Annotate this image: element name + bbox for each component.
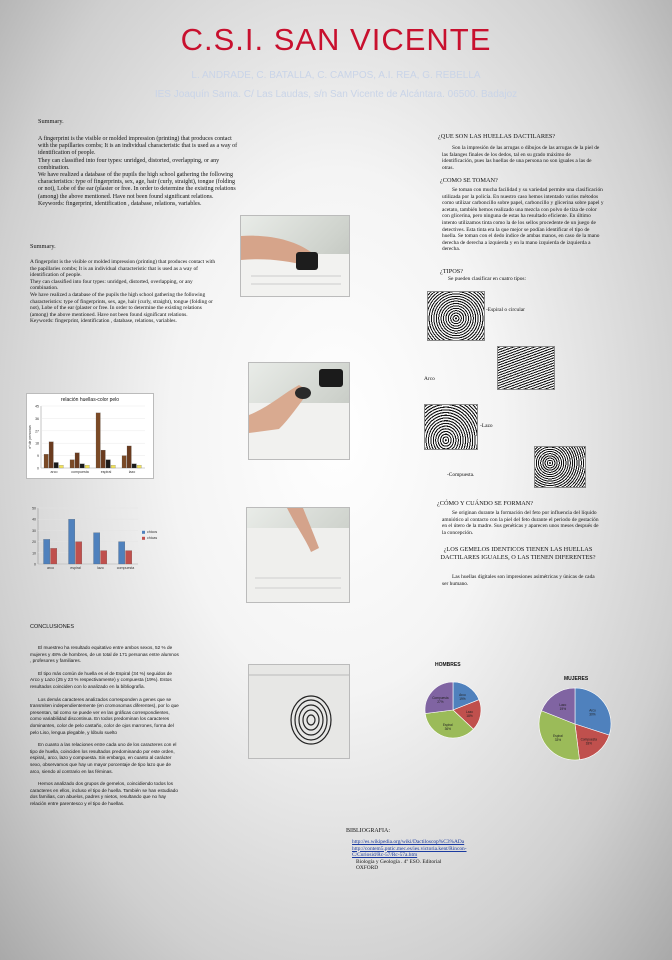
- y-tick-label: 9: [37, 454, 39, 459]
- bar: [85, 465, 89, 468]
- fingerprint-arch-image: [497, 346, 555, 390]
- pie-slice-value: 27%: [437, 699, 444, 704]
- x-tick-label: arco: [47, 566, 54, 570]
- bar: [101, 551, 107, 564]
- answer-formation: Se originan durante la formación del feto por influencia del líquido amniótico al contacto con la piel del feto durante el periodo de gestación en el útero de la madre. Sus genéticas y aparecen unos meses después de la concepción.: [442, 510, 599, 536]
- bar: [59, 465, 63, 468]
- y-axis-label: nº de personas: [28, 425, 32, 449]
- chart-plot: [27, 394, 153, 478]
- hair-color-chart: [26, 393, 154, 479]
- pie-women: [535, 684, 615, 764]
- y-tick-label: 50: [32, 506, 36, 511]
- pie-women-title: MUJERES: [564, 676, 589, 682]
- answer-twins: Las huellas digitales son impresiones asimétricas y únicas de cada ser humano.: [442, 574, 595, 587]
- summary-keywords: Keywords: fingerprint, identification , database, relations, variables.: [30, 318, 177, 325]
- summary-block-2: [30, 259, 218, 325]
- pie-slice-label: Arco: [459, 693, 466, 698]
- y-tick-label: 45: [35, 404, 39, 409]
- conclusion-paragraph: El muestreo ha resultado equitativo entre ambos sexos, 52 % de mujeres y 48% de hombres, de un total de 171 personas entre alumnos , profesores y familiares.: [30, 645, 179, 664]
- bar: [126, 551, 132, 564]
- bar: [49, 442, 53, 468]
- photo-fingerprint-card: [248, 664, 350, 759]
- bibliography-book: Biología y Geología . 4º ESO. Editorial OXFORD: [356, 858, 442, 872]
- y-tick-label: 0: [37, 466, 39, 471]
- summary-paragraph: A fingerprint is the visible or molded impression (printing) that produces contact with the papillaries combs; It is an individual characteristic that is used as a way of identification of people.: [30, 259, 216, 279]
- conclusion-paragraph: El tipo más común de huella es el de Espiral (34 %) seguidos de Arco y Lazo (25 y 23 % respectivamente) y compuesta (19%). Estos resultados coinciden con lo analizado en la bibliografía.: [30, 670, 172, 689]
- conclusion-paragraph: Los demás caracteres analizados corresponden a genes que se transmiten independientemente (en cromosomas diferentes), por lo que presentan, tal como se puede ver en las gráficas correspondientes, como variabilidad discontinua. En todos predominan los caracteres dominantes, color de pelo castaño, color de ojos marrones, forma del pelo Liso, lengua plegable, y lóbulo suelto: [30, 696, 179, 735]
- bar: [54, 462, 58, 468]
- question-what: ¿QUE SON LAS HUELLAS DACTILARES?: [438, 133, 556, 140]
- bar: [70, 460, 74, 468]
- bar: [69, 519, 75, 564]
- legend-swatch: [142, 531, 145, 534]
- bibliography-block: [330, 839, 467, 872]
- pie-slice-value: 18%: [585, 741, 592, 746]
- answer-how-taken: Se toman con mucha facilidad y su variedad permite una clasificación utilizada por la policía. En nuestro caso hemos intentado varios métodos como utilizar carboncillo sobre papel, carboncillo y glicerina sobre papel y acetato, también hemos realizado una mezcla con polvo de tiza de color con glicerina, pero ninguna de estas ha resultado eficiente. En último intento utilizamos tinta como la de los sellos procedente de un juego de detectives. Esta tinta era la que mejor se podían identificar el tipo de huella. Se toman con el dedo índice de ambas manos, en caso de la mano derecha de derecha a izquierda y en la mano izquierda de izquierda a derecha.: [442, 187, 604, 253]
- summary-paragraph: We have realized a database of the pupils the high school gathering the following characteristics: type of fingerprints, sex, age, hair (curly, straight), tongue (folding or not), Lobe of the ear (plaster or free. In order to determine the existing relations (among) the above mentioned. Have not been found significant relations.: [30, 291, 213, 318]
- y-tick-label: 20: [32, 540, 36, 545]
- x-tick-label: espiral: [100, 470, 112, 474]
- conclusions-heading: CONCLUSIONES: [30, 624, 75, 630]
- chart-plot: [26, 500, 176, 580]
- conclusions-block: [30, 645, 180, 807]
- x-tick-label: arco: [50, 470, 58, 474]
- poster-authors: L. ANDRADE, C. BATALLA, C. CAMPOS, A.I. REA, G. REBELLA: [191, 70, 481, 81]
- summary-paragraph: They can classified into four types: unridged, distorted, overlapping, or any combination.: [38, 157, 220, 171]
- pie-slice-value: 33%: [554, 738, 562, 743]
- pie-men-title: HOMBRES: [435, 662, 461, 668]
- bar: [96, 413, 100, 468]
- pie-slice-label: Espiral: [553, 734, 563, 739]
- bar: [44, 454, 48, 468]
- legend-label: chicos: [147, 530, 158, 535]
- bar: [51, 548, 57, 564]
- bar: [94, 533, 100, 564]
- summary-heading-2: Summary.: [30, 243, 56, 250]
- bar: [132, 464, 136, 468]
- bar: [44, 539, 50, 564]
- bar: [122, 456, 126, 468]
- type-label-whorl: -Espiral o circular: [486, 307, 525, 313]
- y-tick-label: 18: [35, 441, 39, 446]
- pie-slice-label: Lazo: [559, 703, 567, 708]
- photo-inked-finger: [248, 362, 350, 460]
- poster-title: C.S.I. SAN VICENTE: [180, 22, 492, 57]
- pie-slice-label: Espiral: [442, 722, 453, 727]
- legend-swatch: [142, 537, 145, 540]
- photo-printing-finger: [246, 507, 350, 603]
- fingerprint-loop-image: [424, 404, 478, 450]
- type-label-loop: -Lazo: [480, 423, 493, 429]
- bibliography-link[interactable]: http://es.wikipedia.org/wiki/Dactiloscop%C3%ADa: [352, 839, 465, 845]
- y-tick-label: 36: [35, 416, 39, 421]
- y-tick-label: 0: [34, 562, 36, 567]
- type-label-composite: -Compuesta.: [447, 472, 475, 478]
- x-tick-label: espiral: [70, 566, 81, 570]
- chart-title: relación huellas-color pelo: [60, 397, 120, 403]
- x-tick-label: lazo: [128, 470, 136, 474]
- y-tick-label: 40: [32, 517, 36, 522]
- pie-slice-value: 19%: [459, 697, 466, 702]
- fingerprint-whorl-image: [427, 291, 485, 341]
- x-tick-label: lazo: [97, 566, 104, 570]
- bibliography-link[interactable]: http://contem5.pntic.mec.es/ies.victoria.kent/Rincon-C/Curiosid/Rc-57/Rc-57a.htm: [352, 845, 467, 859]
- legend-label: chicas: [147, 536, 158, 541]
- summary-paragraph: We have realized a database of the pupils the high school gathering the following characteristics: type of fingerprints, sex, age, hair (curly, straight), tongue (folding or not), Lobe of the ear (plaster or free. In order to determine the existing relations (among) the above mentioned. Have not been found significant relations.: [38, 172, 236, 200]
- pie-slice-value: 30%: [589, 712, 596, 717]
- bar: [106, 460, 110, 468]
- summary-paragraph: They can classified into four types: unridged, distorted, overlapping, or any combination.: [30, 278, 193, 292]
- bar: [101, 450, 105, 468]
- poster-school: IES Joaquín Sama. C/ Las Laudas, s/n San Vicente de Alcántara. 06500. Badajoz: [154, 89, 518, 100]
- summary-block: [38, 136, 238, 208]
- pie-slice-value: 18%: [466, 714, 473, 719]
- types-intro: Se pueden clasificar en cuatro tipos:: [448, 276, 526, 282]
- bar: [76, 542, 82, 564]
- summary-paragraph: A fingerprint is the visible or molded impression (printing) that produces contact with the papillaries combs; It is an individual characteristic that is used as a way of identification of people.: [38, 136, 238, 157]
- type-label-arch: Arco: [424, 376, 435, 382]
- pie-slice-value: 36%: [444, 726, 452, 731]
- bar: [75, 453, 79, 468]
- question-types: ¿TIPOS?: [440, 268, 464, 275]
- conclusion-paragraph: En cuanto a las relaciones entre cada uno de los caracteres con el tipo de huella, coinciden los resultados predominando por este orden, espiral,, arco, lazo y compuesta. Sin embargo, en cuanto al carácter sexo, observamos que hay un mayor porcentaje de tipo lazo que de arco, siendo al contrario en las féminas.: [30, 742, 177, 774]
- pie-slice-label: Compuesta: [432, 695, 449, 700]
- y-tick-label: 30: [32, 528, 36, 533]
- pie-slice-value: 19%: [559, 707, 567, 712]
- bar: [137, 465, 141, 468]
- bibliography-heading: BIBLIOGRAFIA:: [346, 828, 391, 834]
- bar: [111, 465, 115, 468]
- y-tick-label: 27: [35, 429, 39, 434]
- photo-finger-inkpad: [240, 215, 350, 297]
- question-twins: ¿LOS GEMELOS IDENTICOS TIENEN LAS HUELLAS DACTILARES IGUALES, O LAS TIENEN DIFERENTES?: [440, 546, 596, 561]
- bar: [127, 446, 131, 468]
- pie-slice-label: Compuesta: [580, 737, 597, 742]
- bar: [119, 542, 125, 564]
- conclusion-paragraph: Hemos analizado dos grupos de gemelos, coincidiendo todos los caracteres en ellos, incluso el tipo de huella. También se han estudiado dos familias, con abuelos, padres y nietos, resultando que no hay relación entre parentesco y el tipo de huellas.: [30, 781, 178, 806]
- x-tick-label: compuesta: [71, 470, 89, 474]
- pie-slice-label: Lazo: [466, 710, 473, 715]
- fingerprint-composite-image: [534, 446, 586, 488]
- pie-slice-label: Arco: [589, 708, 596, 713]
- bar: [80, 464, 84, 468]
- y-tick-label: 10: [32, 551, 36, 556]
- summary-keywords: Keywords: fingerprint, identification , database, relations, variables.: [38, 200, 202, 207]
- question-formation: ¿CÓMO Y CUÁNDO SE FORMAN?: [437, 500, 534, 507]
- summary-heading: Summary.: [38, 118, 64, 125]
- pie-men: [418, 676, 488, 744]
- answer-what: Son la impresión de las arrugas o dibujos de las arrugas de la piel de las falanges finales de los dedos, tal en su grado máximo de identificación, pues las huellas de una persona no son iguales a las de otras.: [442, 145, 600, 171]
- x-tick-label: compuesta: [116, 566, 135, 570]
- sex-chart: [26, 500, 176, 580]
- question-how-taken: ¿COMO SE TOMAN?: [440, 177, 498, 184]
